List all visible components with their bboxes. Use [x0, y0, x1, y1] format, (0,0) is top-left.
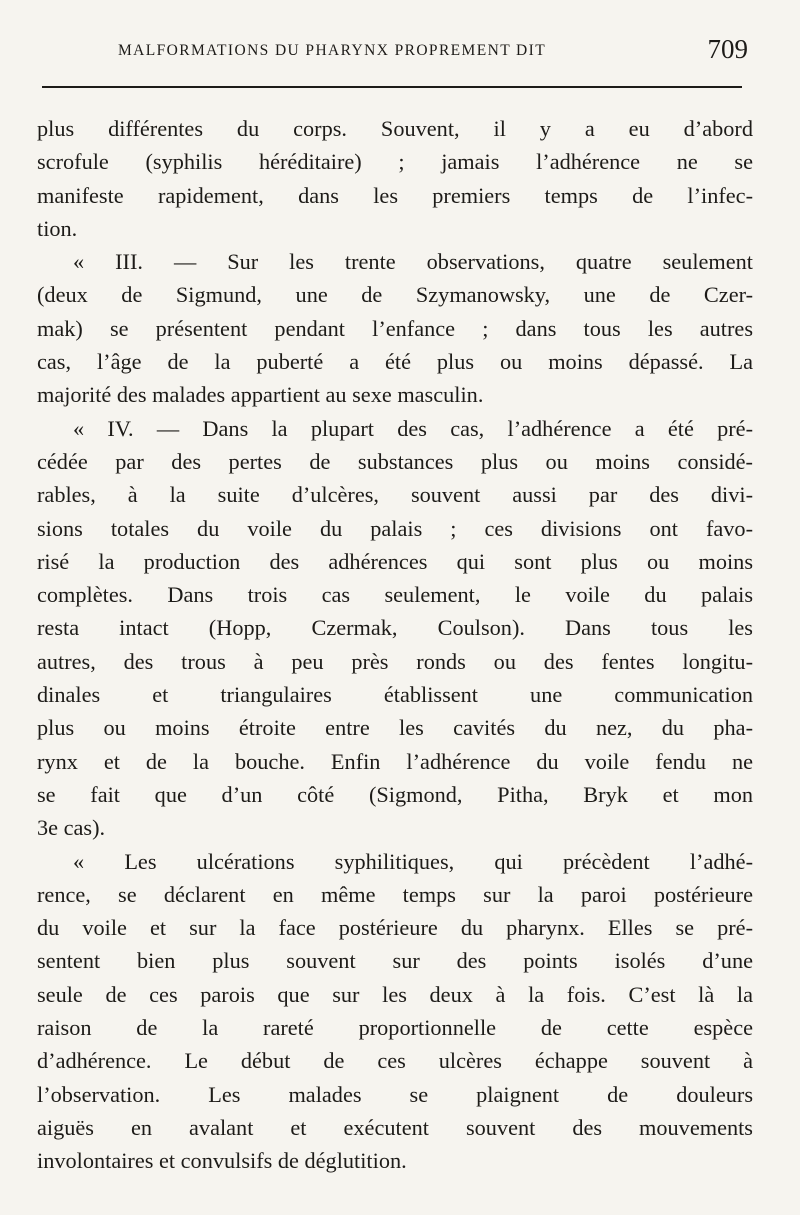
text-line: (deux de Sigmund, une de Szymanowsky, une de Czer- [37, 282, 753, 308]
text-line: seule de ces parois que sur les deux à la fois. C’est là la [37, 981, 753, 1007]
text-line: mak) se présentent pendant l’enfance ; dans tous les autres [37, 315, 753, 341]
text-line: « IV. — Dans la plupart des cas, l’adhérence a été pré- [73, 415, 753, 441]
text-line: manifeste rapidement, dans les premiers temps de l’infec- [37, 182, 753, 208]
text-line: rables, à la suite d’ulcères, souvent aussi par des divi- [37, 482, 753, 508]
text-line: « III. — Sur les trente observations, quatre seulement [73, 249, 753, 275]
text-line: scrofule (syphilis héréditaire) ; jamais l’adhérence ne se [37, 149, 753, 175]
text-line: « Les ulcérations syphilitiques, qui précèdent l’adhé- [73, 848, 753, 874]
text-line: complètes. Dans trois cas seulement, le voile du palais [37, 582, 753, 608]
text-line: cédée par des pertes de substances plus ou moins considé- [37, 448, 753, 474]
text-line: tion. [37, 215, 78, 241]
page-number: 709 [707, 34, 748, 64]
text-line: majorité des malades appartient au sexe masculin. [37, 382, 484, 408]
text-line: cas, l’âge de la puberté a été plus ou moins dépassé. La [37, 349, 753, 375]
text-line: se fait que d’un côté (Sigmond, Pitha, Bryk et mon [37, 781, 753, 807]
running-title: MALFORMATIONS DU PHARYNX PROPREMENT DIT [118, 42, 547, 59]
header-rule [42, 86, 742, 88]
text-line: l’observation. Les malades se plaignent de douleurs [37, 1081, 753, 1107]
text-line: aiguës en avalant et exécutent souvent des mouvements [37, 1114, 753, 1140]
text-line: raison de la rareté proportionnelle de cette espèce [37, 1015, 753, 1041]
text-line: autres, des trous à peu près ronds ou des fentes longitu- [37, 648, 753, 674]
text-line: rynx et de la bouche. Enfin l’adhérence du voile fendu ne [37, 748, 753, 774]
text-line: rence, se déclarent en même temps sur la paroi postérieure [37, 881, 753, 907]
text-line: sions totales du voile du palais ; ces divisions ont favo- [37, 515, 753, 541]
text-line: d’adhérence. Le début de ces ulcères échappe souvent à [37, 1048, 753, 1074]
text-line: resta intact (Hopp, Czermak, Coulson). Dans tous les [37, 615, 753, 641]
body-text [37, 112, 753, 1178]
text-line: plus ou moins étroite entre les cavités du nez, du pha- [37, 715, 753, 741]
text-line: risé la production des adhérences qui sont plus ou moins [37, 548, 753, 574]
running-head [118, 34, 748, 74]
text-line: 3e cas). [37, 815, 106, 841]
text-line: involontaires et convulsifs de déglutition. [37, 1148, 407, 1174]
text-line: du voile et sur la face postérieure du pharynx. Elles se pré- [37, 915, 753, 941]
text-line: dinales et triangulaires établissent une communication [37, 682, 753, 708]
text-line: plus différentes du corps. Souvent, il y a eu d’abord [37, 116, 753, 141]
text-line: sentent bien plus souvent sur des points isolés d’une [37, 948, 753, 974]
